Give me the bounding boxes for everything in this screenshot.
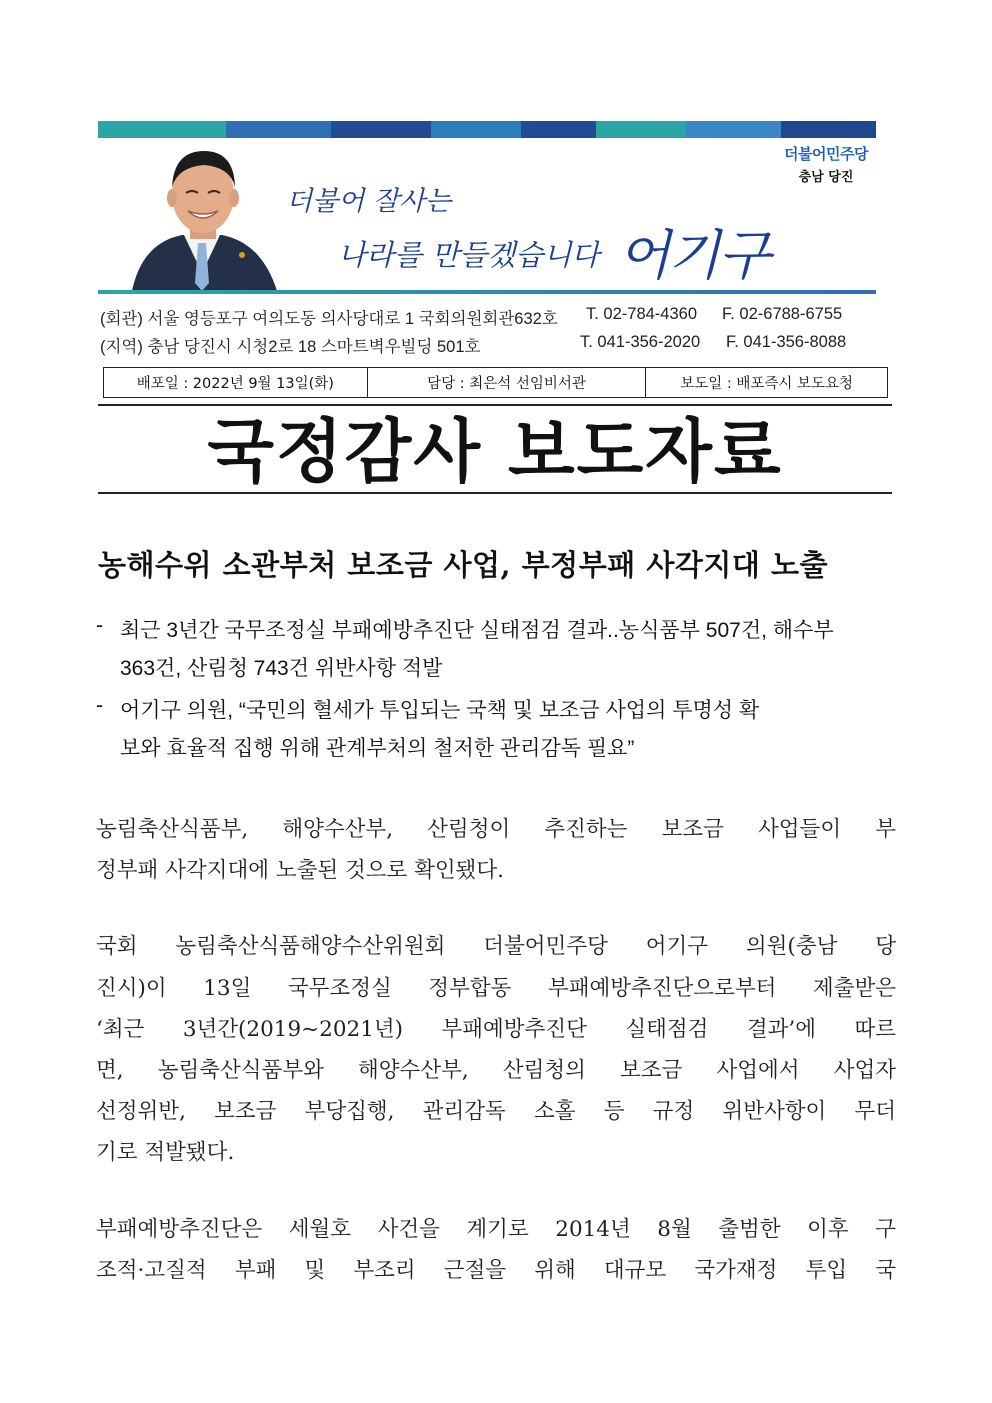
bullet-dash: - (96, 694, 103, 717)
paragraph-line: 농림축산식품부, 해양수산부, 산림청이 추진하는 보조금 사업들이 부 (96, 817, 896, 842)
bullet-dash: - (96, 614, 103, 637)
contact-person: 담당 : 최은석 선임비서관 (367, 368, 646, 397)
address-local-line (100, 333, 890, 355)
title-rule-bottom (98, 492, 892, 494)
paragraph-line: 진시)이 13일 국무조정실 정부합동 부패예방추진단으로부터 제출받은 (96, 976, 896, 1001)
signature: 어기구 (618, 224, 769, 287)
paragraph-line: 정부패 사각지대에 노출된 것으로 확인됐다. (96, 858, 505, 883)
paragraph-line: 조적·고질적 부패 및 부조리 근절을 위해 대규모 국가재정 투입 국 (96, 1258, 896, 1283)
slogan-line-1: 더불어 잘사는 (286, 186, 452, 217)
assembly-tel: T. 02-784-4360 (586, 305, 697, 323)
local-fax: F. 041-356-8088 (726, 333, 847, 351)
paragraph-line: 부패예방추진단은 세월호 사건을 계기로 2014년 8월 출범한 이후 구 (96, 1217, 896, 1242)
paragraph-line: 선정위반, 보조금 부당집행, 관리감독 소홀 등 규정 위반사항이 무더 (96, 1099, 896, 1124)
release-date: 배포일 : 2022년 9월 13일(화) (136, 376, 334, 392)
party-name: 더불어민주당 (784, 145, 868, 163)
party-region: 충남 당진 (798, 170, 854, 185)
bullet-item (96, 694, 896, 764)
paragraph-line: 기로 적발됐다. (96, 1140, 235, 1165)
bullet-line: 보와 효율적 집행 위해 관계부처의 철저한 관리감독 필요” (120, 737, 635, 760)
press-info-box (103, 367, 888, 398)
bullet-line: 최근 3년간 국무조정실 부패예방추진단 실태점검 결과..농식품부 507건, 해수부 (120, 619, 834, 642)
party-logo (784, 143, 868, 185)
banner-color-bar (98, 121, 876, 138)
address-assembly-line (100, 305, 890, 327)
politician-portrait (112, 143, 292, 291)
embargo-info: 보도일 : 배포즉시 보도요청 (645, 368, 887, 397)
slogan-line-2: 나라를 만들겠습니다 (338, 238, 600, 272)
bullet-line: 어기구 의원, “국민의 혈세가 투입되는 국책 및 보조금 사업의 투명성 확 (120, 699, 760, 722)
address-assembly: (회관) 서울 영등포구 여의도동 의사당대로 1 국회의원회관632호 (100, 310, 558, 328)
banner-bottom-rule (98, 290, 876, 294)
address-local: (지역) 충남 당진시 시청2로 18 스마트벽우빌딩 501호 (100, 338, 481, 356)
bullet-line: 363건, 산림청 743건 위반사항 적발 (120, 657, 443, 680)
bullet-item (96, 614, 896, 684)
page-title: 국정감사 보도자료 (207, 412, 783, 492)
headline: 농해수위 소관부처 보조금 사업, 부정부패 사각지대 노출 (98, 548, 828, 582)
paragraph-line: ‘최근 3년간(2019~2021년) 부패예방추진단 실태점검 결과’에 따르 (96, 1017, 896, 1042)
paragraph-line: 면, 농림축산식품부와 해양수산부, 산림청의 보조금 사업에서 사업자 (96, 1058, 896, 1083)
assembly-fax: F. 02-6788-6755 (722, 305, 843, 323)
paragraph-line: 국회 농림축산식품해양수산위원회 더불어민주당 어기구 의원(충남 당 (96, 934, 896, 959)
title-rule-top (98, 404, 892, 406)
local-tel: T. 041-356-2020 (580, 333, 701, 351)
header-banner (98, 121, 876, 295)
